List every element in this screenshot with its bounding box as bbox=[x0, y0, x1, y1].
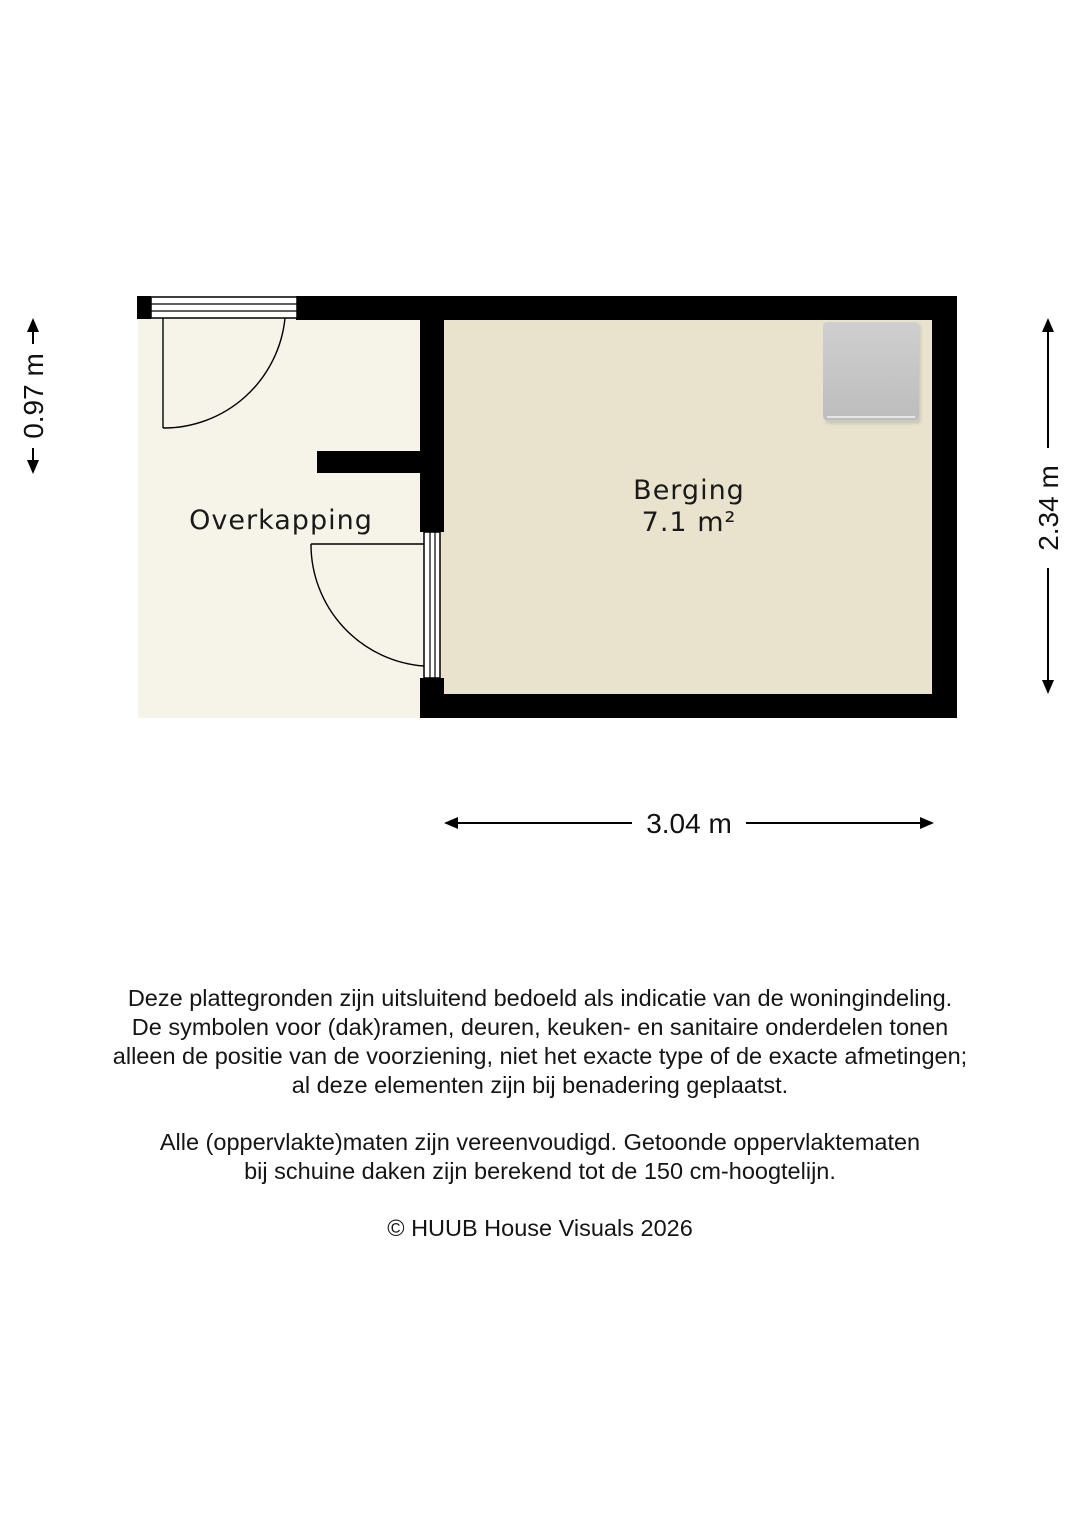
dimension-label-right: 2.34 m bbox=[1033, 465, 1064, 551]
dimension-label-bottom: 3.04 m bbox=[646, 808, 732, 839]
disclaimer-line: bij schuine daken zijn berekend tot de 150 cm-hoogtelijn. bbox=[244, 1158, 836, 1184]
dimension-right bbox=[1033, 318, 1064, 694]
paragraph-gap bbox=[90, 1186, 990, 1214]
disclaimer-line: al deze elementen zijn bij benadering geplaatst. bbox=[291, 1072, 789, 1098]
disclaimer-text bbox=[90, 984, 990, 1243]
disclaimer-line: alleen de positie van de voorziening, niet het exacte type of de exacte afmetingen; bbox=[112, 1043, 968, 1069]
disclaimer-line: De symbolen voor (dak)ramen, deuren, keuken- en sanitaire onderdelen tonen bbox=[131, 1014, 949, 1040]
dimension-left bbox=[18, 318, 49, 474]
room-area-berging: 7.1 m² bbox=[641, 507, 737, 538]
copyright: © HUUB House Visuals 2026 bbox=[387, 1215, 693, 1241]
room-label-berging: Berging bbox=[633, 475, 745, 506]
dimension-bottom bbox=[444, 808, 934, 839]
disclaimer-line: Alle (oppervlakte)maten zijn vereenvoudigd. Getoonde oppervlaktematen bbox=[159, 1129, 921, 1155]
paragraph-gap bbox=[90, 1100, 990, 1128]
room-label-overkapping: Overkapping bbox=[189, 505, 373, 536]
disclaimer-line: Deze plattegronden zijn uitsluitend bedoeld als indicatie van de woningindeling. bbox=[127, 985, 953, 1011]
appliance-icon bbox=[823, 322, 921, 424]
dimension-label-left: 0.97 m bbox=[18, 353, 49, 439]
